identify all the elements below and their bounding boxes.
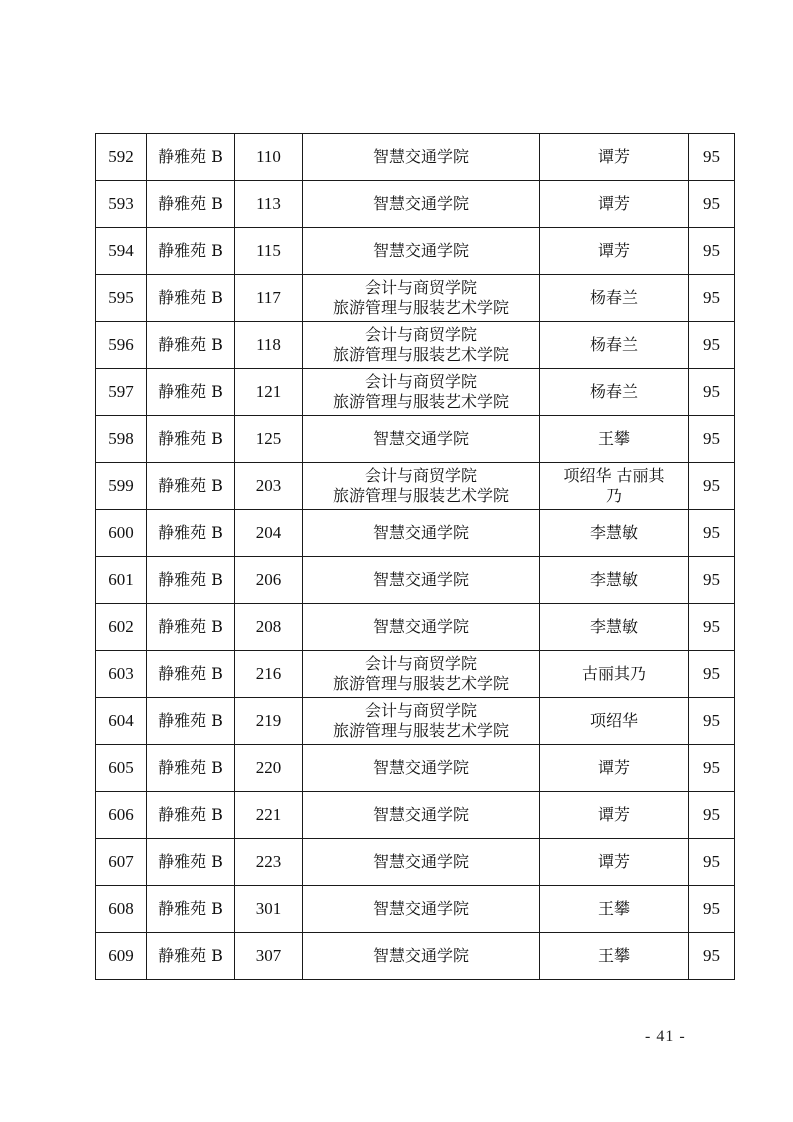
teacher-cell [540, 369, 689, 416]
score-cell: 95 [689, 698, 735, 745]
college-cell-line: 智慧交通学院 [372, 946, 469, 965]
teacher-cell [540, 228, 689, 275]
building-cell: 静雅苑 B [147, 839, 235, 886]
row-number-cell: 592 [96, 134, 147, 181]
table-row [96, 557, 735, 604]
college-cell-line: 旅游管理与服装艺术学院 [332, 392, 509, 411]
teacher-cell [540, 510, 689, 557]
building-cell: 静雅苑 B [147, 510, 235, 557]
teacher-cell-line: 谭芳 [597, 194, 630, 213]
row-number-cell: 597 [96, 369, 147, 416]
score-cell: 95 [689, 416, 735, 463]
building-cell: 静雅苑 B [147, 463, 235, 510]
building-cell: 静雅苑 B [147, 886, 235, 933]
score-cell: 95 [689, 510, 735, 557]
table-row [96, 604, 735, 651]
college-cell-line: 会计与商贸学院 [364, 325, 477, 344]
teacher-cell [540, 933, 689, 980]
college-cell-line: 智慧交通学院 [372, 429, 469, 448]
teacher-cell [540, 839, 689, 886]
teacher-cell-line: 杨春兰 [589, 288, 638, 307]
teacher-cell-line: 王攀 [597, 946, 630, 965]
college-cell [303, 839, 540, 886]
teacher-cell [540, 322, 689, 369]
row-number-cell: 608 [96, 886, 147, 933]
teacher-cell [540, 134, 689, 181]
teacher-cell-line: 谭芳 [597, 805, 630, 824]
college-cell [303, 886, 540, 933]
teacher-cell [540, 651, 689, 698]
room-number-cell: 307 [235, 933, 303, 980]
building-cell: 静雅苑 B [147, 322, 235, 369]
score-cell: 95 [689, 792, 735, 839]
college-cell [303, 604, 540, 651]
building-cell: 静雅苑 B [147, 181, 235, 228]
college-cell-line: 会计与商贸学院 [364, 278, 477, 297]
college-cell [303, 181, 540, 228]
room-number-cell: 115 [235, 228, 303, 275]
building-cell: 静雅苑 B [147, 416, 235, 463]
teacher-cell-line: 乃 [605, 486, 622, 505]
college-cell [303, 228, 540, 275]
college-cell [303, 416, 540, 463]
row-number-cell: 595 [96, 275, 147, 322]
room-number-cell: 125 [235, 416, 303, 463]
row-number-cell: 601 [96, 557, 147, 604]
teacher-cell-line: 谭芳 [597, 147, 630, 166]
teacher-cell [540, 416, 689, 463]
building-cell: 静雅苑 B [147, 228, 235, 275]
room-number-cell: 204 [235, 510, 303, 557]
college-cell-line: 会计与商贸学院 [364, 466, 477, 485]
teacher-cell-line: 谭芳 [597, 758, 630, 777]
room-number-cell: 208 [235, 604, 303, 651]
table-row [96, 651, 735, 698]
score-cell: 95 [689, 839, 735, 886]
teacher-cell [540, 792, 689, 839]
table-row [96, 698, 735, 745]
college-cell [303, 134, 540, 181]
college-cell-line: 旅游管理与服装艺术学院 [332, 721, 509, 740]
college-cell [303, 698, 540, 745]
room-number-cell: 117 [235, 275, 303, 322]
row-number-cell: 609 [96, 933, 147, 980]
row-number-cell: 599 [96, 463, 147, 510]
score-cell: 95 [689, 933, 735, 980]
room-number-cell: 110 [235, 134, 303, 181]
score-cell: 95 [689, 275, 735, 322]
college-cell [303, 275, 540, 322]
dormitory-inspection-table [95, 133, 735, 980]
teacher-cell [540, 886, 689, 933]
college-cell [303, 933, 540, 980]
score-cell: 95 [689, 651, 735, 698]
college-cell-line: 智慧交通学院 [372, 147, 469, 166]
college-cell-line: 旅游管理与服装艺术学院 [332, 298, 509, 317]
teacher-cell-line: 李慧敏 [589, 617, 638, 636]
building-cell: 静雅苑 B [147, 698, 235, 745]
score-cell: 95 [689, 322, 735, 369]
room-number-cell: 219 [235, 698, 303, 745]
score-cell: 95 [689, 745, 735, 792]
room-number-cell: 221 [235, 792, 303, 839]
teacher-cell-line: 谭芳 [597, 852, 630, 871]
teacher-cell-line: 杨春兰 [589, 335, 638, 354]
row-number-cell: 598 [96, 416, 147, 463]
room-number-cell: 216 [235, 651, 303, 698]
teacher-cell-line: 谭芳 [597, 241, 630, 260]
building-cell: 静雅苑 B [147, 933, 235, 980]
teacher-cell-line: 李慧敏 [589, 523, 638, 542]
table-row [96, 839, 735, 886]
teacher-cell [540, 557, 689, 604]
teacher-cell [540, 698, 689, 745]
row-number-cell: 604 [96, 698, 147, 745]
building-cell: 静雅苑 B [147, 369, 235, 416]
college-cell [303, 557, 540, 604]
teacher-cell [540, 745, 689, 792]
teacher-cell-line: 李慧敏 [589, 570, 638, 589]
table-row [96, 886, 735, 933]
teacher-cell [540, 604, 689, 651]
table-row [96, 228, 735, 275]
college-cell [303, 745, 540, 792]
room-number-cell: 206 [235, 557, 303, 604]
score-cell: 95 [689, 463, 735, 510]
score-cell: 95 [689, 886, 735, 933]
college-cell-line: 智慧交通学院 [372, 523, 469, 542]
table-row [96, 745, 735, 792]
room-number-cell: 203 [235, 463, 303, 510]
college-cell-line: 会计与商贸学院 [364, 701, 477, 720]
building-cell: 静雅苑 B [147, 604, 235, 651]
building-cell: 静雅苑 B [147, 651, 235, 698]
room-number-cell: 220 [235, 745, 303, 792]
table-body [96, 134, 735, 980]
college-cell-line: 旅游管理与服装艺术学院 [332, 345, 509, 364]
teacher-cell-line: 王攀 [597, 899, 630, 918]
row-number-cell: 603 [96, 651, 147, 698]
score-cell: 95 [689, 228, 735, 275]
row-number-cell: 605 [96, 745, 147, 792]
room-number-cell: 113 [235, 181, 303, 228]
college-cell-line: 会计与商贸学院 [364, 654, 477, 673]
score-cell: 95 [689, 604, 735, 651]
row-number-cell: 596 [96, 322, 147, 369]
row-number-cell: 606 [96, 792, 147, 839]
college-cell-line: 智慧交通学院 [372, 899, 469, 918]
college-cell-line: 智慧交通学院 [372, 852, 469, 871]
college-cell-line: 智慧交通学院 [372, 617, 469, 636]
college-cell [303, 510, 540, 557]
score-cell: 95 [689, 181, 735, 228]
building-cell: 静雅苑 B [147, 792, 235, 839]
college-cell-line: 会计与商贸学院 [364, 372, 477, 391]
score-cell: 95 [689, 134, 735, 181]
college-cell-line: 旅游管理与服装艺术学院 [332, 674, 509, 693]
table-row [96, 322, 735, 369]
college-cell-line: 旅游管理与服装艺术学院 [332, 486, 509, 505]
college-cell-line: 智慧交通学院 [372, 758, 469, 777]
table-row [96, 792, 735, 839]
college-cell-line: 智慧交通学院 [372, 805, 469, 824]
row-number-cell: 593 [96, 181, 147, 228]
room-number-cell: 301 [235, 886, 303, 933]
teacher-cell-line: 古丽其乃 [581, 664, 646, 683]
table-row [96, 369, 735, 416]
teacher-cell-line: 王攀 [597, 429, 630, 448]
room-number-cell: 223 [235, 839, 303, 886]
college-cell [303, 651, 540, 698]
college-cell [303, 792, 540, 839]
college-cell [303, 322, 540, 369]
row-number-cell: 600 [96, 510, 147, 557]
building-cell: 静雅苑 B [147, 745, 235, 792]
page-number: - 41 - [645, 1028, 686, 1045]
room-number-cell: 121 [235, 369, 303, 416]
room-number-cell: 118 [235, 322, 303, 369]
table-row [96, 510, 735, 557]
college-cell-line: 智慧交通学院 [372, 241, 469, 260]
building-cell: 静雅苑 B [147, 275, 235, 322]
college-cell [303, 369, 540, 416]
building-cell: 静雅苑 B [147, 134, 235, 181]
score-cell: 95 [689, 557, 735, 604]
row-number-cell: 602 [96, 604, 147, 651]
row-number-cell: 594 [96, 228, 147, 275]
table-row [96, 463, 735, 510]
table-row [96, 933, 735, 980]
table-row [96, 134, 735, 181]
teacher-cell-line: 项绍华 古丽其 [563, 466, 665, 485]
teacher-cell-line: 项绍华 [589, 711, 638, 730]
row-number-cell: 607 [96, 839, 147, 886]
table-row [96, 275, 735, 322]
college-cell [303, 463, 540, 510]
college-cell-line: 智慧交通学院 [372, 570, 469, 589]
table-row [96, 416, 735, 463]
building-cell: 静雅苑 B [147, 557, 235, 604]
teacher-cell [540, 463, 689, 510]
college-cell-line: 智慧交通学院 [372, 194, 469, 213]
teacher-cell [540, 181, 689, 228]
teacher-cell-line: 杨春兰 [589, 382, 638, 401]
table-row [96, 181, 735, 228]
teacher-cell [540, 275, 689, 322]
score-cell: 95 [689, 369, 735, 416]
